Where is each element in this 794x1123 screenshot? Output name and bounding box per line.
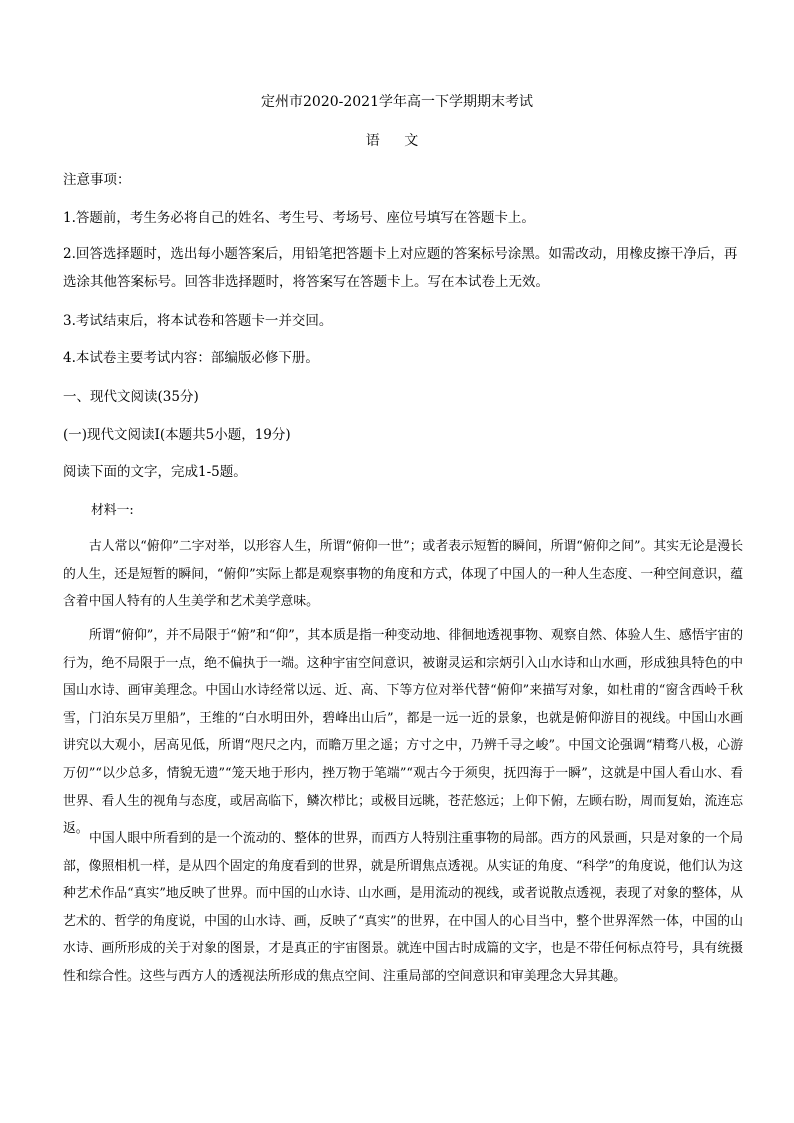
paragraph-1: 古人常以“俯仰”二字对举，以形容人生，所谓“俯仰一世”；或者表示短暂的瞬间，所谓“俯仰之间”。其实无论是漫长的人生，还是短暂的瞬间，“俯仰”实际上都是观察事物的角度和方式，体现了中国人的一种人生态度、一种空间意识，蕴含着中国人特有的人生美学和艺术美学意味。 (63, 539, 743, 610)
reading-instruction: 阅读下面的文字，完成1-5题。 (63, 464, 247, 480)
notice-item-4: 4.本试卷主要考试内容：部编版必修下册。 (63, 350, 319, 366)
material-label: 材料一: (91, 503, 134, 518)
section-heading: 一、现代文阅读(35分) (63, 389, 199, 405)
notice-item-1: 1.答题前，考生务必将自己的姓名、考生号、考场号、座位号填写在答题卡上。 (63, 210, 535, 226)
exam-title: 定州市2020-2021学年高一下学期期末考试 (261, 94, 533, 110)
notice-item-3: 3.考试结束后，将本试卷和答题卡一并交回。 (63, 313, 333, 329)
paragraph-2: 所谓“俯仰”，并不局限于“俯”和“仰”，其本质是指一种变动地、徘徊地透视事物、观察自然、体验人生、感悟宇宙的行为，绝不局限于一点，绝不偏执于一端。这种宇宙空间意识，被谢灵运和宗炳引入山水诗和山水画，形成独具特色的中国山水诗、画审美理念。中国山水诗经常以远、近、高、下等方位对举代替“俯仰”来描写对象，如杜甫的“窗含西岭千秋雪，门泊东吴万里船”，王维的“白水明田外，碧峰出山后”，都是一远一近的景象，也就是俯仰游目的视线。中国山水画讲究以大观小，居高见低，所谓“咫尺之内，而瞻万里之遥；方寸之中，乃辨千寻之峻”。中国文论强调“精骛八极，心游万仞”“以少总多，情貌无遗”“笼天地于形内，挫万物于笔端”“观古今于须臾，抚四海于一瞬”，这就是中国人看山水、看世界、看人生的视角与态度，或居高临下，鳞次栉比；或极目远眺，苍茫悠远；上仰下俯，左顾右盼，周而复始，流连忘返。 (63, 628, 743, 837)
notice-heading: 注意事项： (63, 172, 131, 188)
notice-item-2: 2.回答选择题时，选出每小题答案后，用铅笔把答题卡上对应题的答案标号涂黑。如需改动，用橡皮擦干净后，再选涂其他答案标号。回答非选择题时，将答案写在答题卡上。写在本试卷上无效。 (63, 246, 738, 290)
subject-title: 语 文 (365, 133, 429, 149)
paragraph-3: 中国人眼中所看到的是一个流动的、整体的世界，而西方人特别注重事物的局部。西方的风景画，只是对象的一个局部，像照相机一样，是从四个固定的角度看到的世界，就是所谓焦点透视。从实证的角度、“科学”的角度说，他们认为这种艺术作品“真实”地反映了世界。而中国的山水诗、山水画，是用流动的视线，或者说散点透视，表现了对象的整体，从艺术的、哲学的角度说，中国的山水诗、画，反映了“真实”的世界，在中国人的心目当中，整个世界浑然一体，中国的山水诗、画所形成的关于对象的图景，才是真正的宇宙图景。就连中国古时成篇的文字，也是不带任何标点符号，具有统摄性和综合性。这些与西方人的透视法所形成的焦点空间、注重局部的空间意识和审美理念大异其趣。 (63, 831, 743, 984)
section-subheading: (一)现代文阅读Ⅰ(本题共5小题，19分) (63, 427, 291, 443)
